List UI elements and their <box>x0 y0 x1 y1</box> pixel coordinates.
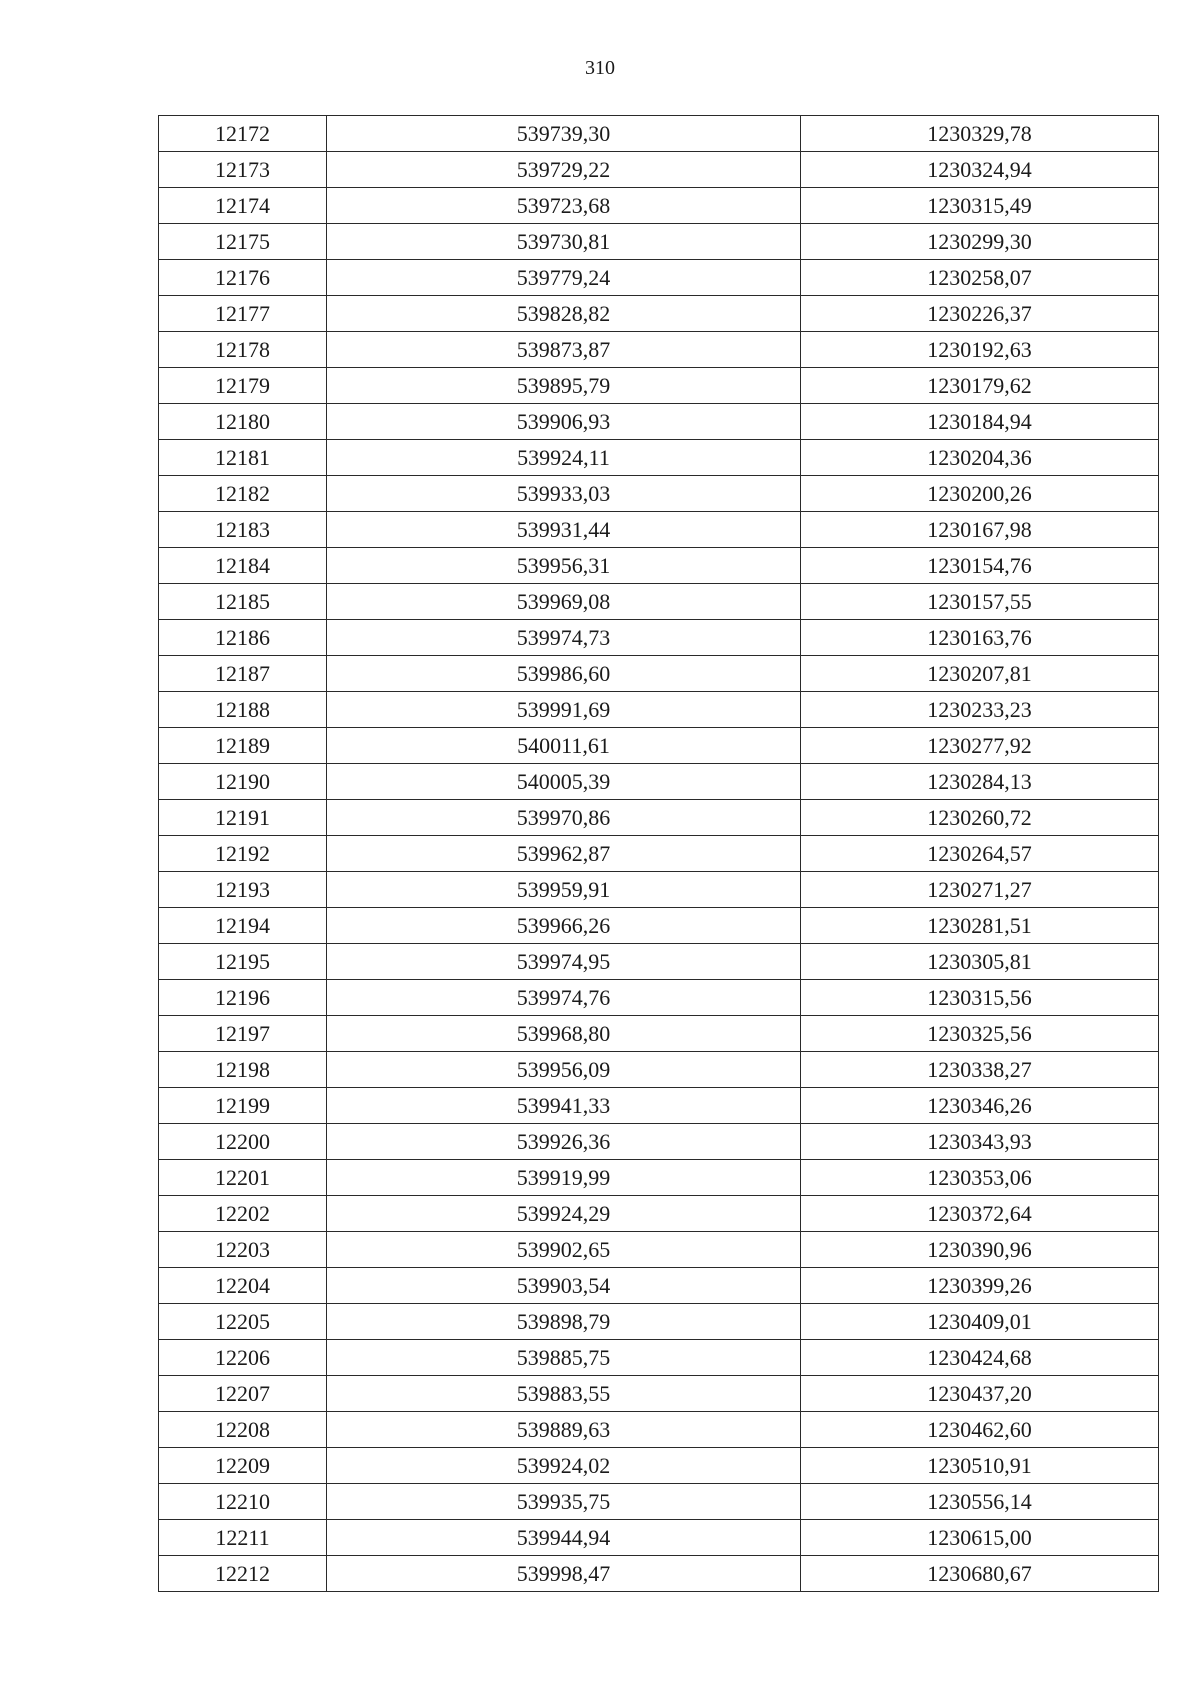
table-row <box>159 1052 1159 1088</box>
table-row <box>159 1196 1159 1232</box>
table-row <box>159 188 1159 224</box>
point-number-cell: 12174 <box>159 188 327 224</box>
point-number-cell: 12209 <box>159 1448 327 1484</box>
x-coordinate-cell: 539902,65 <box>327 1232 801 1268</box>
point-number-cell: 12187 <box>159 656 327 692</box>
table-row <box>159 440 1159 476</box>
point-number-cell: 12197 <box>159 1016 327 1052</box>
y-coordinate-cell: 1230284,13 <box>801 764 1159 800</box>
x-coordinate-cell: 539969,08 <box>327 584 801 620</box>
point-number-cell: 12185 <box>159 584 327 620</box>
x-coordinate-cell: 539974,73 <box>327 620 801 656</box>
point-number-cell: 12193 <box>159 872 327 908</box>
point-number-cell: 12182 <box>159 476 327 512</box>
point-number-cell: 12189 <box>159 728 327 764</box>
point-number-cell: 12180 <box>159 404 327 440</box>
x-coordinate-cell: 539962,87 <box>327 836 801 872</box>
table-row <box>159 728 1159 764</box>
table-row <box>159 944 1159 980</box>
table-row <box>159 1304 1159 1340</box>
point-number-cell: 12178 <box>159 332 327 368</box>
table-row <box>159 1376 1159 1412</box>
point-number-cell: 12196 <box>159 980 327 1016</box>
x-coordinate-cell: 539959,91 <box>327 872 801 908</box>
point-number-cell: 12173 <box>159 152 327 188</box>
point-number-cell: 12198 <box>159 1052 327 1088</box>
point-number-cell: 12192 <box>159 836 327 872</box>
y-coordinate-cell: 1230315,49 <box>801 188 1159 224</box>
x-coordinate-cell: 539935,75 <box>327 1484 801 1520</box>
table-row <box>159 152 1159 188</box>
y-coordinate-cell: 1230390,96 <box>801 1232 1159 1268</box>
x-coordinate-cell: 539933,03 <box>327 476 801 512</box>
x-coordinate-cell: 539924,29 <box>327 1196 801 1232</box>
y-coordinate-cell: 1230299,30 <box>801 224 1159 260</box>
x-coordinate-cell: 539885,75 <box>327 1340 801 1376</box>
point-number-cell: 12201 <box>159 1160 327 1196</box>
x-coordinate-cell: 539974,95 <box>327 944 801 980</box>
y-coordinate-cell: 1230281,51 <box>801 908 1159 944</box>
x-coordinate-cell: 539729,22 <box>327 152 801 188</box>
coordinates-table <box>158 115 1159 1592</box>
point-number-cell: 12207 <box>159 1376 327 1412</box>
point-number-cell: 12195 <box>159 944 327 980</box>
point-number-cell: 12179 <box>159 368 327 404</box>
table-row <box>159 224 1159 260</box>
point-number-cell: 12202 <box>159 1196 327 1232</box>
table-row <box>159 692 1159 728</box>
x-coordinate-cell: 539924,11 <box>327 440 801 476</box>
point-number-cell: 12211 <box>159 1520 327 1556</box>
point-number-cell: 12176 <box>159 260 327 296</box>
x-coordinate-cell: 539739,30 <box>327 116 801 152</box>
x-coordinate-cell: 539931,44 <box>327 512 801 548</box>
y-coordinate-cell: 1230315,56 <box>801 980 1159 1016</box>
point-number-cell: 12208 <box>159 1412 327 1448</box>
y-coordinate-cell: 1230424,68 <box>801 1340 1159 1376</box>
x-coordinate-cell: 539889,63 <box>327 1412 801 1448</box>
y-coordinate-cell: 1230556,14 <box>801 1484 1159 1520</box>
point-number-cell: 12204 <box>159 1268 327 1304</box>
table-row <box>159 872 1159 908</box>
x-coordinate-cell: 539723,68 <box>327 188 801 224</box>
y-coordinate-cell: 1230167,98 <box>801 512 1159 548</box>
table-row <box>159 1520 1159 1556</box>
table-row <box>159 116 1159 152</box>
table-row <box>159 620 1159 656</box>
coordinates-table-body <box>159 116 1159 1592</box>
y-coordinate-cell: 1230329,78 <box>801 116 1159 152</box>
table-row <box>159 1088 1159 1124</box>
point-number-cell: 12188 <box>159 692 327 728</box>
table-row <box>159 296 1159 332</box>
y-coordinate-cell: 1230372,64 <box>801 1196 1159 1232</box>
point-number-cell: 12186 <box>159 620 327 656</box>
y-coordinate-cell: 1230260,72 <box>801 800 1159 836</box>
x-coordinate-cell: 539970,86 <box>327 800 801 836</box>
table-row <box>159 836 1159 872</box>
table-row <box>159 764 1159 800</box>
table-row <box>159 980 1159 1016</box>
y-coordinate-cell: 1230258,07 <box>801 260 1159 296</box>
point-number-cell: 12199 <box>159 1088 327 1124</box>
point-number-cell: 12175 <box>159 224 327 260</box>
y-coordinate-cell: 1230346,26 <box>801 1088 1159 1124</box>
x-coordinate-cell: 539730,81 <box>327 224 801 260</box>
x-coordinate-cell: 539944,94 <box>327 1520 801 1556</box>
point-number-cell: 12210 <box>159 1484 327 1520</box>
y-coordinate-cell: 1230409,01 <box>801 1304 1159 1340</box>
y-coordinate-cell: 1230179,62 <box>801 368 1159 404</box>
x-coordinate-cell: 539968,80 <box>327 1016 801 1052</box>
table-row <box>159 512 1159 548</box>
y-coordinate-cell: 1230264,57 <box>801 836 1159 872</box>
y-coordinate-cell: 1230192,63 <box>801 332 1159 368</box>
point-number-cell: 12212 <box>159 1556 327 1592</box>
table-row <box>159 656 1159 692</box>
table-row <box>159 584 1159 620</box>
x-coordinate-cell: 539986,60 <box>327 656 801 692</box>
table-row <box>159 1556 1159 1592</box>
x-coordinate-cell: 539926,36 <box>327 1124 801 1160</box>
point-number-cell: 12203 <box>159 1232 327 1268</box>
x-coordinate-cell: 539991,69 <box>327 692 801 728</box>
x-coordinate-cell: 539998,47 <box>327 1556 801 1592</box>
x-coordinate-cell: 539941,33 <box>327 1088 801 1124</box>
y-coordinate-cell: 1230510,91 <box>801 1448 1159 1484</box>
point-number-cell: 12194 <box>159 908 327 944</box>
table-row <box>159 1448 1159 1484</box>
y-coordinate-cell: 1230207,81 <box>801 656 1159 692</box>
y-coordinate-cell: 1230277,92 <box>801 728 1159 764</box>
x-coordinate-cell: 539895,79 <box>327 368 801 404</box>
y-coordinate-cell: 1230353,06 <box>801 1160 1159 1196</box>
table-row <box>159 1124 1159 1160</box>
y-coordinate-cell: 1230437,20 <box>801 1376 1159 1412</box>
table-row <box>159 260 1159 296</box>
y-coordinate-cell: 1230615,00 <box>801 1520 1159 1556</box>
y-coordinate-cell: 1230154,76 <box>801 548 1159 584</box>
x-coordinate-cell: 539906,93 <box>327 404 801 440</box>
y-coordinate-cell: 1230338,27 <box>801 1052 1159 1088</box>
y-coordinate-cell: 1230680,67 <box>801 1556 1159 1592</box>
x-coordinate-cell: 540005,39 <box>327 764 801 800</box>
table-row <box>159 1268 1159 1304</box>
table-row <box>159 1484 1159 1520</box>
table-row <box>159 332 1159 368</box>
table-row <box>159 908 1159 944</box>
x-coordinate-cell: 539903,54 <box>327 1268 801 1304</box>
table-row <box>159 1340 1159 1376</box>
table-row <box>159 800 1159 836</box>
x-coordinate-cell: 539924,02 <box>327 1448 801 1484</box>
y-coordinate-cell: 1230305,81 <box>801 944 1159 980</box>
y-coordinate-cell: 1230204,36 <box>801 440 1159 476</box>
x-coordinate-cell: 539956,31 <box>327 548 801 584</box>
y-coordinate-cell: 1230200,26 <box>801 476 1159 512</box>
point-number-cell: 12205 <box>159 1304 327 1340</box>
x-coordinate-cell: 539974,76 <box>327 980 801 1016</box>
table-row <box>159 1232 1159 1268</box>
table-row <box>159 476 1159 512</box>
point-number-cell: 12190 <box>159 764 327 800</box>
table-row <box>159 404 1159 440</box>
point-number-cell: 12200 <box>159 1124 327 1160</box>
y-coordinate-cell: 1230325,56 <box>801 1016 1159 1052</box>
table-row <box>159 1016 1159 1052</box>
y-coordinate-cell: 1230324,94 <box>801 152 1159 188</box>
x-coordinate-cell: 539956,09 <box>327 1052 801 1088</box>
y-coordinate-cell: 1230462,60 <box>801 1412 1159 1448</box>
y-coordinate-cell: 1230157,55 <box>801 584 1159 620</box>
x-coordinate-cell: 539779,24 <box>327 260 801 296</box>
y-coordinate-cell: 1230343,93 <box>801 1124 1159 1160</box>
y-coordinate-cell: 1230399,26 <box>801 1268 1159 1304</box>
table-row <box>159 1412 1159 1448</box>
point-number-cell: 12191 <box>159 800 327 836</box>
point-number-cell: 12183 <box>159 512 327 548</box>
x-coordinate-cell: 539966,26 <box>327 908 801 944</box>
point-number-cell: 12184 <box>159 548 327 584</box>
x-coordinate-cell: 539883,55 <box>327 1376 801 1412</box>
y-coordinate-cell: 1230226,37 <box>801 296 1159 332</box>
x-coordinate-cell: 539873,87 <box>327 332 801 368</box>
table-row <box>159 368 1159 404</box>
y-coordinate-cell: 1230184,94 <box>801 404 1159 440</box>
y-coordinate-cell: 1230163,76 <box>801 620 1159 656</box>
x-coordinate-cell: 539898,79 <box>327 1304 801 1340</box>
x-coordinate-cell: 539919,99 <box>327 1160 801 1196</box>
point-number-cell: 12177 <box>159 296 327 332</box>
y-coordinate-cell: 1230271,27 <box>801 872 1159 908</box>
x-coordinate-cell: 539828,82 <box>327 296 801 332</box>
point-number-cell: 12206 <box>159 1340 327 1376</box>
page-number: 310 <box>585 57 615 79</box>
point-number-cell: 12181 <box>159 440 327 476</box>
table-row <box>159 548 1159 584</box>
point-number-cell: 12172 <box>159 116 327 152</box>
y-coordinate-cell: 1230233,23 <box>801 692 1159 728</box>
x-coordinate-cell: 540011,61 <box>327 728 801 764</box>
table-row <box>159 1160 1159 1196</box>
